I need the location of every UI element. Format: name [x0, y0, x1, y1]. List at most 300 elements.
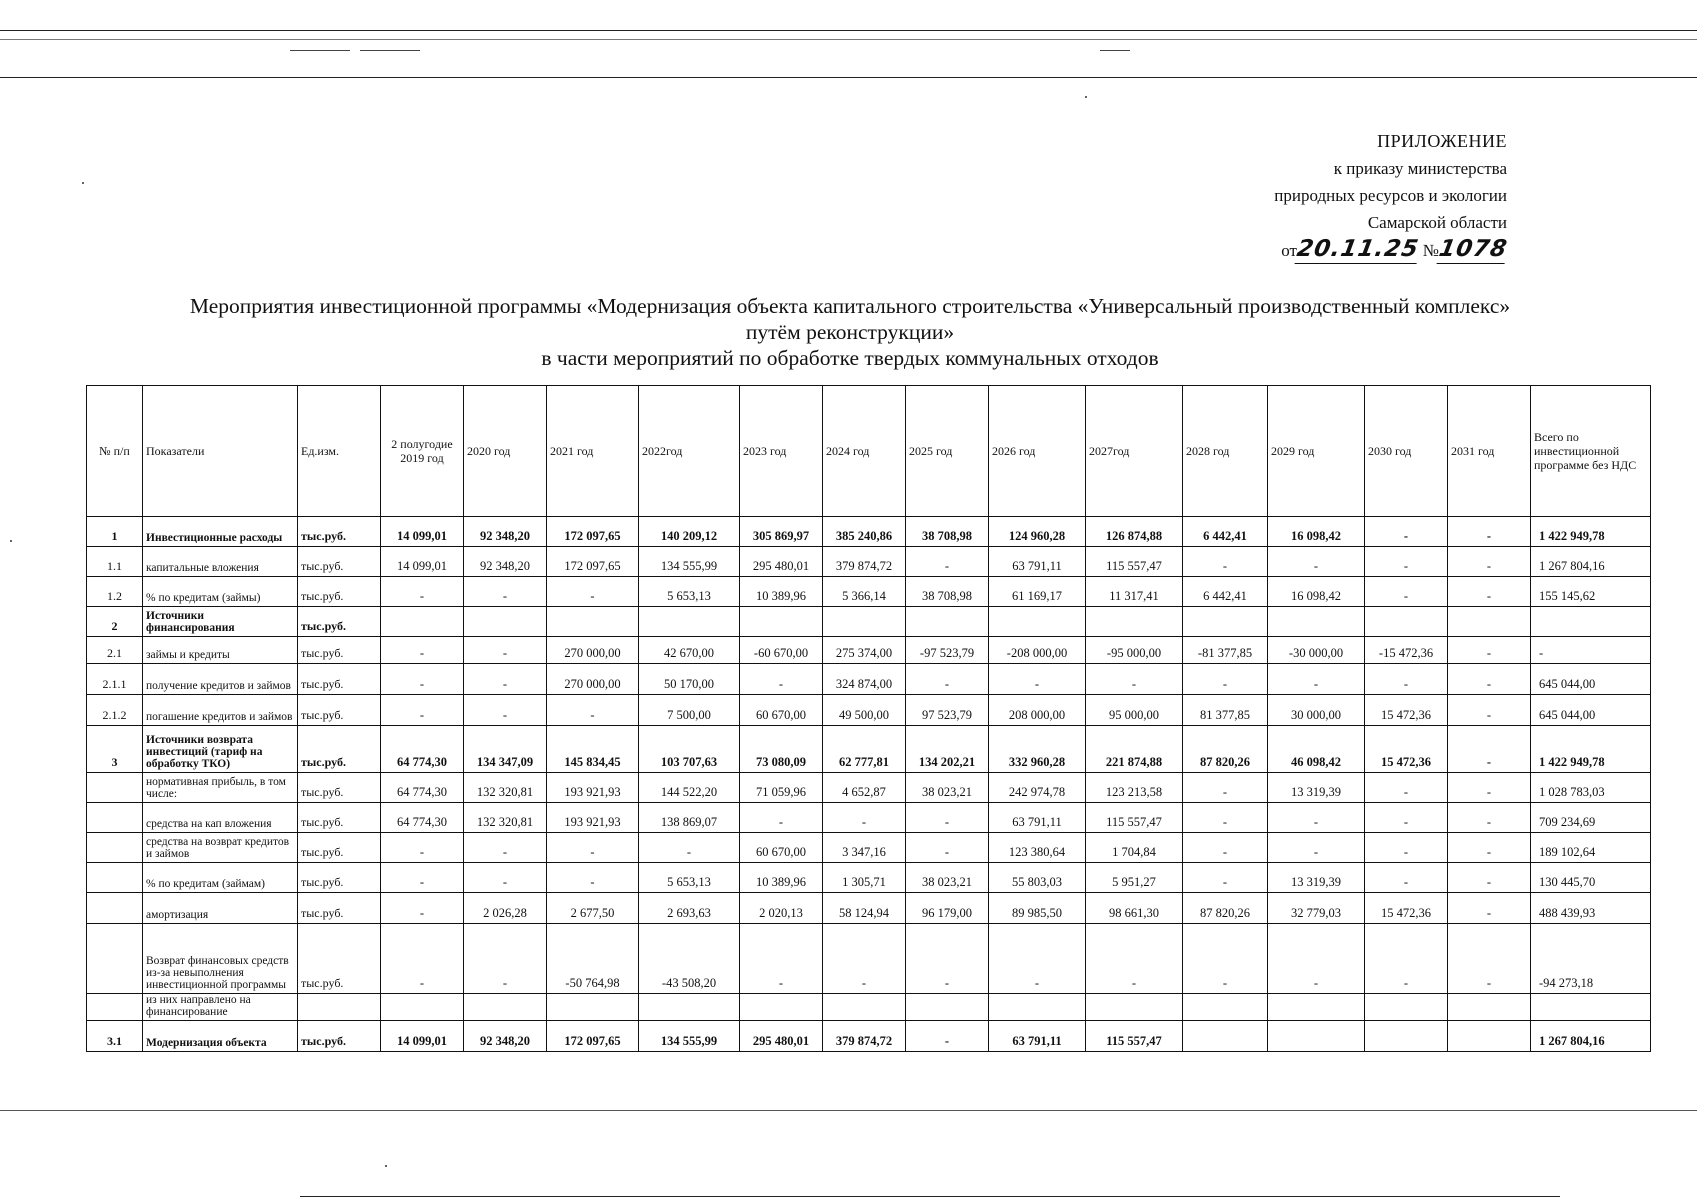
table-row	[87, 833, 1651, 863]
value-cell: 295 480,01	[740, 547, 823, 577]
row-unit: тыс.руб.	[298, 924, 381, 994]
row-unit: тыс.руб.	[298, 547, 381, 577]
value-cell: 32 779,03	[1268, 893, 1365, 924]
value-cell: -	[1448, 803, 1531, 833]
value-cell: 172 097,65	[547, 547, 639, 577]
row-number: 2	[87, 607, 143, 637]
row-number: 1.2	[87, 577, 143, 607]
table-row	[87, 577, 1651, 607]
value-cell: 1 704,84	[1086, 833, 1183, 863]
value-cell: 155 145,62	[1531, 577, 1651, 607]
value-cell	[1183, 1021, 1268, 1052]
value-cell: -	[464, 637, 547, 664]
value-cell: -30 000,00	[1268, 637, 1365, 664]
scan-speck	[385, 1165, 387, 1167]
value-cell: 130 445,70	[1531, 863, 1651, 893]
value-cell: 115 557,47	[1086, 1021, 1183, 1052]
value-cell: 134 347,09	[464, 726, 547, 773]
row-label: Модернизация объекта	[143, 1021, 298, 1052]
scan-speck	[10, 540, 12, 542]
value-cell: 38 023,21	[906, 773, 989, 803]
value-cell: 10 389,96	[740, 863, 823, 893]
column-header: № п/п	[87, 386, 143, 517]
value-cell: -	[464, 833, 547, 863]
row-label: амортизация	[143, 893, 298, 924]
row-number	[87, 803, 143, 833]
table-row	[87, 517, 1651, 547]
row-unit: тыс.руб.	[298, 726, 381, 773]
table-body	[87, 517, 1651, 1052]
value-cell: -	[547, 577, 639, 607]
value-cell: -	[823, 924, 906, 994]
value-cell: 134 555,99	[639, 1021, 740, 1052]
row-label: нормативная прибыль, в том числе:	[143, 773, 298, 803]
value-cell	[906, 607, 989, 637]
row-number: 1.1	[87, 547, 143, 577]
column-header: 2027год	[1086, 386, 1183, 517]
row-label: займы и кредиты	[143, 637, 298, 664]
value-cell	[989, 994, 1086, 1021]
appendix-line-1: к приказу министерства	[1333, 159, 1507, 178]
value-cell: 5 951,27	[1086, 863, 1183, 893]
row-unit: тыс.руб.	[298, 803, 381, 833]
value-cell: 144 522,20	[639, 773, 740, 803]
value-cell: 270 000,00	[547, 664, 639, 695]
value-cell	[1268, 1021, 1365, 1052]
value-cell: -60 670,00	[740, 637, 823, 664]
value-cell: 5 366,14	[823, 577, 906, 607]
value-cell: 50 170,00	[639, 664, 740, 695]
value-cell: 63 791,11	[989, 1021, 1086, 1052]
table-row	[87, 547, 1651, 577]
value-cell: -	[381, 664, 464, 695]
value-cell: 385 240,86	[823, 517, 906, 547]
column-header: 2026 год	[989, 386, 1086, 517]
value-cell: 145 834,45	[547, 726, 639, 773]
from-label: от	[1281, 241, 1297, 260]
value-cell: 172 097,65	[547, 517, 639, 547]
row-unit: тыс.руб.	[298, 863, 381, 893]
value-cell: -	[1268, 547, 1365, 577]
value-cell: 2 677,50	[547, 893, 639, 924]
value-cell: 379 874,72	[823, 547, 906, 577]
row-unit	[298, 994, 381, 1021]
column-header: Ед.изм.	[298, 386, 381, 517]
column-header: 2022год	[639, 386, 740, 517]
value-cell: 71 059,96	[740, 773, 823, 803]
value-cell: -	[1448, 695, 1531, 726]
value-cell: 242 974,78	[989, 773, 1086, 803]
value-cell	[823, 607, 906, 637]
order-date-number	[1274, 236, 1510, 264]
value-cell: 10 389,96	[740, 577, 823, 607]
value-cell: 61 169,17	[989, 577, 1086, 607]
table-row	[87, 695, 1651, 726]
value-cell: 14 099,01	[381, 517, 464, 547]
value-cell: -	[464, 664, 547, 695]
value-cell: 7 500,00	[639, 695, 740, 726]
value-cell: 16 098,42	[1268, 517, 1365, 547]
value-cell: 16 098,42	[1268, 577, 1365, 607]
value-cell	[740, 994, 823, 1021]
value-cell: -	[906, 833, 989, 863]
value-cell: 64 774,30	[381, 803, 464, 833]
value-cell: 64 774,30	[381, 773, 464, 803]
scan-dash	[1100, 50, 1130, 51]
row-label: Инвестиционные расходы	[143, 517, 298, 547]
value-cell: 92 348,20	[464, 517, 547, 547]
value-cell: 645 044,00	[1531, 695, 1651, 726]
value-cell	[1183, 994, 1268, 1021]
value-cell: -	[906, 547, 989, 577]
value-cell: 332 960,28	[989, 726, 1086, 773]
appendix-line-3: Самарской области	[1367, 213, 1507, 232]
column-header: 2024 год	[823, 386, 906, 517]
value-cell: -	[1448, 726, 1531, 773]
value-cell: 81 377,85	[1183, 695, 1268, 726]
column-header: 2025 год	[906, 386, 989, 517]
value-cell: -	[1365, 773, 1448, 803]
value-cell	[381, 994, 464, 1021]
value-cell: 58 124,94	[823, 893, 906, 924]
value-cell	[1531, 607, 1651, 637]
value-cell: -	[381, 695, 464, 726]
row-number	[87, 863, 143, 893]
value-cell: -	[1183, 664, 1268, 695]
value-cell: -	[906, 664, 989, 695]
table-row	[87, 1021, 1651, 1052]
scan-speck	[1085, 96, 1087, 98]
value-cell	[740, 607, 823, 637]
column-header: 2028 год	[1183, 386, 1268, 517]
value-cell	[1448, 607, 1531, 637]
row-number: 1	[87, 517, 143, 547]
value-cell: 98 661,30	[1086, 893, 1183, 924]
value-cell: 1 267 804,16	[1531, 547, 1651, 577]
value-cell: -	[1448, 577, 1531, 607]
value-cell: -	[1183, 924, 1268, 994]
row-unit: тыс.руб.	[298, 773, 381, 803]
value-cell: -208 000,00	[989, 637, 1086, 664]
value-cell: -	[464, 863, 547, 893]
value-cell: 123 213,58	[1086, 773, 1183, 803]
value-cell: -	[1365, 577, 1448, 607]
scan-speck	[82, 182, 84, 184]
value-cell: -	[906, 924, 989, 994]
value-cell: -50 764,98	[547, 924, 639, 994]
value-cell: 1 028 783,03	[1531, 773, 1651, 803]
value-cell: -15 472,36	[1365, 637, 1448, 664]
value-cell	[639, 607, 740, 637]
value-cell: -	[1365, 863, 1448, 893]
value-cell: -	[1448, 547, 1531, 577]
value-cell: -	[381, 637, 464, 664]
value-cell: 324 874,00	[823, 664, 906, 695]
value-cell: 11 317,41	[1086, 577, 1183, 607]
column-header: Показатели	[143, 386, 298, 517]
value-cell: 134 202,21	[906, 726, 989, 773]
value-cell	[547, 994, 639, 1021]
value-cell: 123 380,64	[989, 833, 1086, 863]
value-cell: 92 348,20	[464, 547, 547, 577]
value-cell: -94 273,18	[1531, 924, 1651, 994]
value-cell	[464, 607, 547, 637]
row-label: Возврат финансовых средств из-за невыполнения инвестиционной программы	[143, 924, 298, 994]
value-cell: 126 874,88	[1086, 517, 1183, 547]
value-cell	[1086, 994, 1183, 1021]
value-cell: -	[1531, 637, 1651, 664]
column-header: 2030 год	[1365, 386, 1448, 517]
value-cell	[906, 994, 989, 1021]
value-cell: 97 523,79	[906, 695, 989, 726]
value-cell	[989, 607, 1086, 637]
value-cell: -	[1183, 863, 1268, 893]
table-row	[87, 803, 1651, 833]
value-cell: 2 020,13	[740, 893, 823, 924]
value-cell	[1183, 607, 1268, 637]
value-cell: -	[1183, 547, 1268, 577]
value-cell: 38 708,98	[906, 517, 989, 547]
column-header: 2031 год	[1448, 386, 1531, 517]
value-cell: -	[1448, 773, 1531, 803]
table-row	[87, 893, 1651, 924]
row-number	[87, 994, 143, 1021]
row-number: 2.1.1	[87, 664, 143, 695]
column-header: 2029 год	[1268, 386, 1365, 517]
value-cell: 87 820,26	[1183, 726, 1268, 773]
value-cell: -	[381, 863, 464, 893]
scan-border-top-3	[0, 77, 1697, 78]
value-cell: 63 791,11	[989, 803, 1086, 833]
value-cell: 172 097,65	[547, 1021, 639, 1052]
value-cell: 1 422 949,78	[1531, 517, 1651, 547]
value-cell: -	[464, 924, 547, 994]
table-row	[87, 924, 1651, 994]
row-label: из них направлено на финансирование	[143, 994, 298, 1021]
value-cell: 140 209,12	[639, 517, 740, 547]
number-label: №	[1422, 241, 1439, 260]
value-cell: 73 080,09	[740, 726, 823, 773]
value-cell: 103 707,63	[639, 726, 740, 773]
value-cell: 30 000,00	[1268, 695, 1365, 726]
column-header: 2021 год	[547, 386, 639, 517]
value-cell	[1365, 994, 1448, 1021]
value-cell: -	[1365, 547, 1448, 577]
value-cell: 55 803,03	[989, 863, 1086, 893]
row-unit: тыс.руб.	[298, 893, 381, 924]
value-cell: 305 869,97	[740, 517, 823, 547]
value-cell: -	[381, 893, 464, 924]
value-cell: 62 777,81	[823, 726, 906, 773]
scan-dash	[360, 50, 420, 51]
value-cell	[639, 994, 740, 1021]
column-header: 2023 год	[740, 386, 823, 517]
appendix-line-2: природных ресурсов и экологии	[1274, 186, 1507, 205]
value-cell: -	[1268, 833, 1365, 863]
value-cell: 115 557,47	[1086, 803, 1183, 833]
value-cell: 87 820,26	[1183, 893, 1268, 924]
appendix-title: ПРИЛОЖЕНИЕ	[1377, 131, 1507, 151]
value-cell: -	[1448, 924, 1531, 994]
value-cell	[1268, 607, 1365, 637]
value-cell: 132 320,81	[464, 773, 547, 803]
value-cell: 92 348,20	[464, 1021, 547, 1052]
value-cell: 38 708,98	[906, 577, 989, 607]
value-cell: -	[823, 803, 906, 833]
value-cell: 15 472,36	[1365, 695, 1448, 726]
value-cell: -	[381, 833, 464, 863]
row-number: 3.1	[87, 1021, 143, 1052]
column-header: 2 полугодие 2019 год	[381, 386, 464, 517]
value-cell: -	[1448, 863, 1531, 893]
value-cell	[464, 994, 547, 1021]
value-cell: 6 442,41	[1183, 517, 1268, 547]
order-date: 20.11.25	[1294, 236, 1421, 262]
row-label: средства на возврат кредитов и займов	[143, 833, 298, 863]
value-cell: -	[906, 803, 989, 833]
value-cell: -	[740, 664, 823, 695]
value-cell	[1086, 607, 1183, 637]
table-row	[87, 863, 1651, 893]
appendix-block	[1274, 128, 1510, 264]
value-cell: 14 099,01	[381, 547, 464, 577]
row-label: получение кредитов и займов	[143, 664, 298, 695]
row-number: 3	[87, 726, 143, 773]
value-cell: -	[1365, 924, 1448, 994]
value-cell: -	[1448, 664, 1531, 695]
row-label: % по кредитам (займы)	[143, 577, 298, 607]
value-cell	[1531, 994, 1651, 1021]
row-unit: тыс.руб.	[298, 637, 381, 664]
value-cell: -	[1365, 833, 1448, 863]
value-cell: -	[1268, 803, 1365, 833]
value-cell: -	[989, 664, 1086, 695]
value-cell	[381, 607, 464, 637]
value-cell: -97 523,79	[906, 637, 989, 664]
row-label: % по кредитам (займам)	[143, 863, 298, 893]
value-cell: 1 267 804,16	[1531, 1021, 1651, 1052]
heading-line-3: в части мероприятий по обработке твердых коммунальных отходов	[541, 346, 1159, 370]
scan-dash	[290, 50, 350, 51]
table-header-row	[87, 386, 1651, 517]
value-cell: -	[1448, 833, 1531, 863]
value-cell: 193 921,93	[547, 773, 639, 803]
row-unit: тыс.руб.	[298, 695, 381, 726]
value-cell	[547, 607, 639, 637]
table-row	[87, 664, 1651, 695]
value-cell: 115 557,47	[1086, 547, 1183, 577]
value-cell: 42 670,00	[639, 637, 740, 664]
row-label: Источники возврата инвестиций (тариф на обработку ТКО)	[143, 726, 298, 773]
row-unit: тыс.руб.	[298, 664, 381, 695]
value-cell: 275 374,00	[823, 637, 906, 664]
value-cell: 5 653,13	[639, 863, 740, 893]
value-cell	[1365, 1021, 1448, 1052]
value-cell: 193 921,93	[547, 803, 639, 833]
value-cell: -	[1183, 833, 1268, 863]
row-number	[87, 833, 143, 863]
value-cell: 379 874,72	[823, 1021, 906, 1052]
row-number	[87, 893, 143, 924]
value-cell: 134 555,99	[639, 547, 740, 577]
row-label: погашение кредитов и займов	[143, 695, 298, 726]
value-cell: 189 102,64	[1531, 833, 1651, 863]
value-cell: 5 653,13	[639, 577, 740, 607]
value-cell: -	[1365, 664, 1448, 695]
value-cell: 14 099,01	[381, 1021, 464, 1052]
value-cell: 2 693,63	[639, 893, 740, 924]
value-cell: -43 508,20	[639, 924, 740, 994]
scan-border-bottom	[0, 1110, 1697, 1111]
value-cell: 2 026,28	[464, 893, 547, 924]
value-cell: 38 023,21	[906, 863, 989, 893]
row-unit: тыс.руб.	[298, 517, 381, 547]
value-cell: 1 305,71	[823, 863, 906, 893]
value-cell: 13 319,39	[1268, 773, 1365, 803]
value-cell: 95 000,00	[1086, 695, 1183, 726]
value-cell: -	[740, 924, 823, 994]
table-row	[87, 773, 1651, 803]
value-cell: -	[1183, 803, 1268, 833]
investment-table	[86, 385, 1651, 1052]
value-cell: 60 670,00	[740, 695, 823, 726]
value-cell: 63 791,11	[989, 547, 1086, 577]
row-unit: тыс.руб.	[298, 1021, 381, 1052]
value-cell: -95 000,00	[1086, 637, 1183, 664]
value-cell: -	[381, 577, 464, 607]
value-cell: -	[1086, 664, 1183, 695]
table-row	[87, 994, 1651, 1021]
row-number: 2.1	[87, 637, 143, 664]
value-cell: 6 442,41	[1183, 577, 1268, 607]
value-cell: 64 774,30	[381, 726, 464, 773]
scan-border-bottom-2	[300, 1196, 1560, 1197]
value-cell: -	[381, 924, 464, 994]
value-cell: -	[547, 863, 639, 893]
value-cell: -	[1448, 517, 1531, 547]
table-row	[87, 607, 1651, 637]
value-cell: -	[1448, 893, 1531, 924]
value-cell: -	[1086, 924, 1183, 994]
value-cell: -	[740, 803, 823, 833]
row-unit: тыс.руб.	[298, 607, 381, 637]
value-cell	[823, 994, 906, 1021]
value-cell: 124 960,28	[989, 517, 1086, 547]
scan-border-top	[0, 30, 1697, 31]
value-cell	[1448, 994, 1531, 1021]
value-cell: 488 439,93	[1531, 893, 1651, 924]
document-heading	[60, 293, 1640, 371]
value-cell	[1448, 1021, 1531, 1052]
value-cell: 49 500,00	[823, 695, 906, 726]
value-cell: 4 652,87	[823, 773, 906, 803]
value-cell: 1 422 949,78	[1531, 726, 1651, 773]
value-cell: -	[906, 1021, 989, 1052]
value-cell: -	[1183, 773, 1268, 803]
value-cell: -	[547, 695, 639, 726]
row-number	[87, 773, 143, 803]
value-cell: 13 319,39	[1268, 863, 1365, 893]
value-cell: -	[1268, 664, 1365, 695]
value-cell: 3 347,16	[823, 833, 906, 863]
row-number: 2.1.2	[87, 695, 143, 726]
value-cell	[1365, 607, 1448, 637]
value-cell: 132 320,81	[464, 803, 547, 833]
table-row	[87, 637, 1651, 664]
value-cell: -	[464, 695, 547, 726]
value-cell: 295 480,01	[740, 1021, 823, 1052]
table-row	[87, 726, 1651, 773]
